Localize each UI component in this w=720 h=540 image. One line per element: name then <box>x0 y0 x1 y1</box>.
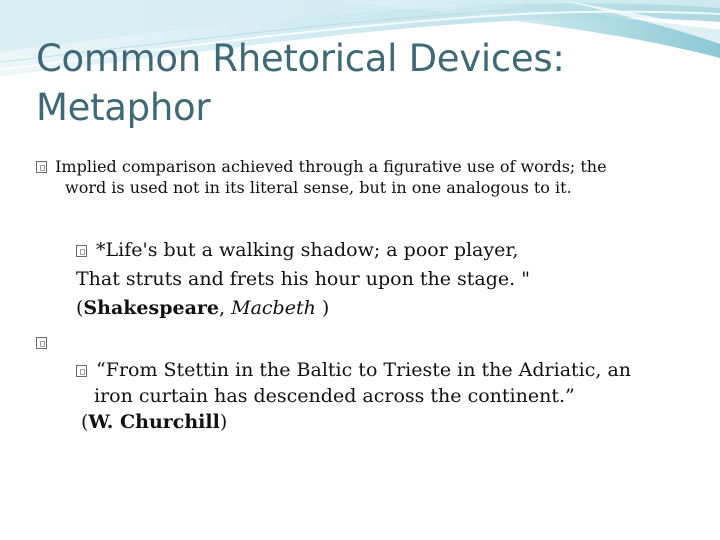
title-line-2: Metaphor <box>36 86 211 129</box>
quote2-line-1: “From Stettin in the Baltic to Trieste in the Adriatic, an <box>96 359 632 381</box>
definition-line-1: Implied comparison achieved through a figurative use of words; the <box>55 157 607 176</box>
bullet-icon <box>36 161 47 173</box>
quote1-line-1: *Life's but a walking shadow; a poor player, <box>96 239 519 261</box>
quote1-attribution: (Shakespeare, Macbeth ) <box>76 297 330 319</box>
quote2-attribution: (W. Churchill) <box>81 411 228 433</box>
definition-bullet <box>36 156 676 198</box>
empty-bullet <box>36 333 50 352</box>
slide-title <box>36 34 696 132</box>
churchill-quote <box>76 357 696 435</box>
bullet-icon <box>76 365 87 377</box>
quote2-line-2: iron curtain has descended across the continent.” <box>94 385 575 407</box>
definition-line-2: word is used not in its literal sense, but in one analogous to it. <box>65 178 572 197</box>
bullet-icon <box>36 337 47 349</box>
quote1-author: Shakespeare <box>83 297 220 319</box>
quote1-line-2: That struts and frets his hour upon the stage. " <box>76 268 530 290</box>
shakespeare-quote <box>76 236 696 323</box>
bullet-icon <box>76 245 87 257</box>
quote1-work: Macbeth <box>231 297 316 319</box>
quote2-author: W. Churchill <box>88 411 220 433</box>
title-line-1: Common Rhetorical Devices: <box>36 37 565 80</box>
